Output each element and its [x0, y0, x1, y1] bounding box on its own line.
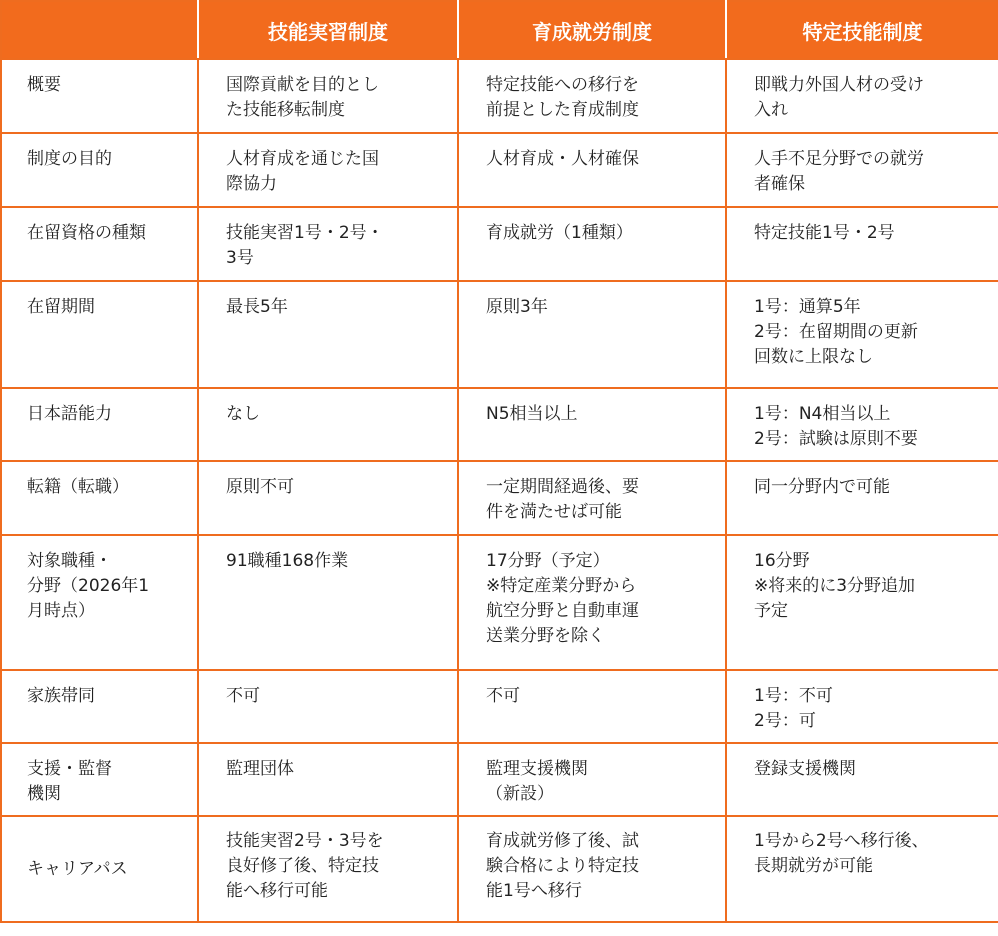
table-cell: 1号：N4相当以上 2号：試験は原則不要: [726, 388, 998, 461]
table-cell: 技能実習1号・2号・ 3号: [198, 207, 458, 281]
row-label: 日本語能力: [1, 388, 198, 461]
table-row: [1, 743, 998, 816]
header-corner: [1, 1, 198, 59]
table-cell: 人材育成を通じた国 際協力: [198, 133, 458, 207]
header-specified-skilled: 特定技能制度: [726, 1, 998, 59]
table-row: [1, 59, 998, 133]
table-cell: 原則不可: [198, 461, 458, 535]
table-cell: 16分野 ※将来的に3分野追加 予定: [726, 535, 998, 670]
table-row: [1, 816, 998, 922]
table-cell: 監理団体: [198, 743, 458, 816]
header-employment-training: 育成就労制度: [458, 1, 726, 59]
table-cell: 一定期間経過後、要 件を満たせば可能: [458, 461, 726, 535]
header-row: [1, 1, 998, 59]
row-label: 家族帯同: [1, 670, 198, 743]
table-cell: 即戦力外国人材の受け 入れ: [726, 59, 998, 133]
table-cell: 不可: [198, 670, 458, 743]
row-label: 転籍（転職）: [1, 461, 198, 535]
table-cell: 登録支援機関: [726, 743, 998, 816]
table-cell: 同一分野内で可能: [726, 461, 998, 535]
table-cell: 特定技能への移行を 前提とした育成制度: [458, 59, 726, 133]
table-cell: 91職種168作業: [198, 535, 458, 670]
table-row: [1, 461, 998, 535]
row-label: 対象職種・ 分野（2026年1 月時点）: [1, 535, 198, 670]
header-technical-intern: 技能実習制度: [198, 1, 458, 59]
table-cell: 最長5年: [198, 281, 458, 388]
row-label: 在留資格の種類: [1, 207, 198, 281]
table-cell: 人手不足分野での就労 者確保: [726, 133, 998, 207]
table-cell: 国際貢献を目的とし た技能移転制度: [198, 59, 458, 133]
table-cell: 1号：不可 2号：可: [726, 670, 998, 743]
table-row: [1, 133, 998, 207]
table-row: [1, 388, 998, 461]
table-cell: 17分野（予定） ※特定産業分野から 航空分野と自動車運 送業分野を除く: [458, 535, 726, 670]
row-label: キャリアパス: [1, 816, 198, 922]
table-cell: 原則3年: [458, 281, 726, 388]
table-cell: 不可: [458, 670, 726, 743]
table-cell: 育成就労修了後、試 験合格により特定技 能1号へ移行: [458, 816, 726, 922]
table-cell: 特定技能1号・2号: [726, 207, 998, 281]
table-cell: 人材育成・人材確保: [458, 133, 726, 207]
row-label: 在留期間: [1, 281, 198, 388]
table-cell: 1号：通算5年 2号：在留期間の更新 回数に上限なし: [726, 281, 998, 388]
table-row: [1, 535, 998, 670]
table-cell: N5相当以上: [458, 388, 726, 461]
table-row: [1, 281, 998, 388]
table-cell: 1号から2号へ移行後、 長期就労が可能: [726, 816, 998, 922]
table-cell: 育成就労（1種類）: [458, 207, 726, 281]
row-label: 制度の目的: [1, 133, 198, 207]
table-row: [1, 207, 998, 281]
table-cell: 技能実習2号・3号を 良好修了後、特定技 能へ移行可能: [198, 816, 458, 922]
table-cell: 監理支援機関 （新設）: [458, 743, 726, 816]
row-label: 概要: [1, 59, 198, 133]
table-row: [1, 670, 998, 743]
row-label: 支援・監督 機関: [1, 743, 198, 816]
table-cell: なし: [198, 388, 458, 461]
